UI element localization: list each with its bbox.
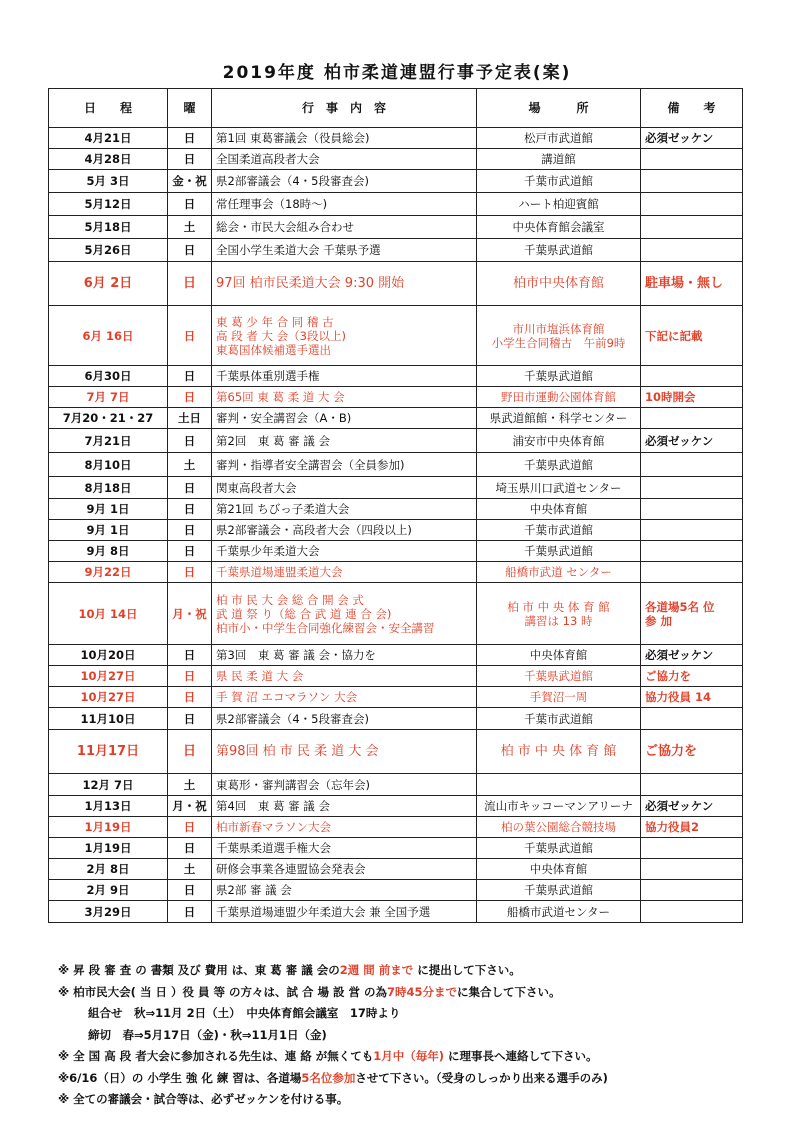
row-venue: 千葉県武道館 (477, 366, 641, 387)
row-day: 日 (168, 880, 212, 901)
row-day: 日 (168, 128, 212, 149)
table-row (49, 149, 743, 170)
row-event: 県 民 柔 道 大 会 (212, 666, 477, 687)
table-row (49, 796, 743, 817)
row-event: 第21回 ちびっ子柔道大会 (212, 499, 477, 520)
row-day: 土 (168, 774, 212, 796)
row-event: 審判・安全講習会（A・B) (212, 408, 477, 429)
row-date: 10月 14日 (49, 583, 168, 645)
row-note (641, 880, 743, 901)
row-note (641, 901, 743, 923)
row-event: 総会・市民大会組み合わせ (212, 216, 477, 239)
row-note (641, 562, 743, 583)
row-event: 千葉県柔道選手権大会 (212, 838, 477, 859)
row-venue: 千葉市武道館 (477, 520, 641, 541)
row-venue: 柏の葉公園総合競技場 (477, 817, 641, 838)
row-date: 5月26日 (49, 239, 168, 262)
header-date: 日 程 (49, 89, 168, 128)
row-venue: 千葉県武道館 (477, 239, 641, 262)
table-row (49, 645, 743, 666)
table-row (49, 901, 743, 923)
row-day: 日 (168, 239, 212, 262)
schedule-body (49, 128, 743, 923)
row-event: 千葉県体重別選手権 (212, 366, 477, 387)
row-event: 全国柔道高段者大会 (212, 149, 477, 170)
footnote-line: ※ 柏市民大会( 当 日 ）役 員 等 の方々は、試 合 場 設 営 の為7時45分までに集合して下さい。 (58, 984, 561, 999)
row-day: 日 (168, 666, 212, 687)
footnote-line: ※6/16（日）の 小学生 強 化 練 習は、各道場5名位参加させて下さい。（受身のしっかり出来る選手のみ) (58, 1070, 608, 1085)
row-venue: ハート柏迎賓館 (477, 193, 641, 216)
row-event: 第4回 東 葛 審 議 会 (212, 796, 477, 817)
row-date: 9月22日 (49, 562, 168, 583)
row-note: 必須ゼッケン (641, 128, 743, 149)
row-note (641, 708, 743, 730)
row-date: 10月27日 (49, 666, 168, 687)
table-row (49, 306, 743, 366)
row-venue: 講道館 (477, 149, 641, 170)
row-date: 11月17日 (49, 730, 168, 774)
row-event: 東葛形・審判講習会（忘年会) (212, 774, 477, 796)
row-event: 第2回 東 葛 審 議 会 (212, 429, 477, 453)
row-date: 3月29日 (49, 901, 168, 923)
row-event: 県2部審議会（4・5段審査会) (212, 170, 477, 193)
row-note (641, 193, 743, 216)
footnote-line: ※ 昇 段 審 査 の 書類 及び 費用 は、東 葛 審 議 会の2週 間 前まで に提出して下さい。 (58, 963, 521, 977)
row-event: 全国小学生柔道大会 千葉県予選 (212, 239, 477, 262)
row-note: 協力役員 14 (641, 687, 743, 708)
row-venue: 松戸市武道館 (477, 128, 641, 149)
row-event: 関東高段者大会 (212, 477, 477, 499)
row-venue: 中央体育館 (477, 859, 641, 880)
table-row (49, 216, 743, 239)
table-row (49, 408, 743, 429)
row-note (641, 499, 743, 520)
header-day: 曜 (168, 89, 212, 128)
row-date: 4月21日 (49, 128, 168, 149)
table-header-row (49, 89, 743, 128)
table-row (49, 541, 743, 562)
row-venue: 千葉県武道館 (477, 838, 641, 859)
row-venue: 柏 市 中 央 体 育 館 講習は 13 時 (477, 583, 641, 645)
row-note (641, 520, 743, 541)
row-note: 各道場5名 位 参 加 (641, 583, 743, 645)
row-day: 日 (168, 817, 212, 838)
row-note (641, 149, 743, 170)
row-venue: 市川市塩浜体育館 小学生合同稽古 午前9時 (477, 306, 641, 366)
row-day: 日 (168, 708, 212, 730)
row-date: 8月10日 (49, 453, 168, 477)
header-event: 行 事 内 容 (212, 89, 477, 128)
table-row (49, 583, 743, 645)
table-row (49, 730, 743, 774)
table-row (49, 366, 743, 387)
table-row (49, 687, 743, 708)
schedule-table (48, 88, 743, 923)
row-venue: 千葉県武道館 (477, 453, 641, 477)
table-row (49, 859, 743, 880)
row-note (641, 477, 743, 499)
row-event: 第98回 柏 市 民 柔 道 大 会 (212, 730, 477, 774)
row-note: ご協力を (641, 666, 743, 687)
row-day: 日 (168, 306, 212, 366)
row-event: 審判・指導者安全講習会（全員参加) (212, 453, 477, 477)
table-row (49, 477, 743, 499)
row-date: 1月19日 (49, 817, 168, 838)
row-venue: 船橋市武道センター (477, 901, 641, 923)
row-venue: 浦安市中央体育館 (477, 429, 641, 453)
row-note (641, 453, 743, 477)
row-event: 県2部審議会・高段者大会（四段以上) (212, 520, 477, 541)
row-venue: 手賀沼一周 (477, 687, 641, 708)
row-note: 必須ゼッケン (641, 429, 743, 453)
table-row (49, 499, 743, 520)
footnote-line: 締切 春⇒5月17日（金)・秋⇒11月1日（金) (88, 1027, 327, 1042)
row-note (641, 170, 743, 193)
row-event: 千葉県少年柔道大会 (212, 541, 477, 562)
row-venue: 中央体育館会議室 (477, 216, 641, 239)
row-note: 駐車場・無し (641, 262, 743, 306)
row-day: 日 (168, 645, 212, 666)
row-date: 8月18日 (49, 477, 168, 499)
row-venue: 柏 市 中 央 体 育 館 (477, 730, 641, 774)
row-note (641, 774, 743, 796)
row-venue: 県武道館館・科学センター (477, 408, 641, 429)
row-day: 日 (168, 387, 212, 408)
row-day: 日 (168, 687, 212, 708)
row-date: 6月 16日 (49, 306, 168, 366)
row-note (641, 408, 743, 429)
header-note: 備 考 (641, 89, 743, 128)
row-note: 下記に記載 (641, 306, 743, 366)
row-venue: 千葉市武道館 (477, 708, 641, 730)
row-date: 1月13日 (49, 796, 168, 817)
row-venue: 千葉県武道館 (477, 541, 641, 562)
row-date: 9月 1日 (49, 520, 168, 541)
row-date: 9月 8日 (49, 541, 168, 562)
row-day: 日 (168, 149, 212, 170)
row-date: 11月10日 (49, 708, 168, 730)
row-note (641, 216, 743, 239)
row-day: 月・祝 (168, 583, 212, 645)
row-venue: 千葉県武道館 (477, 666, 641, 687)
table-row (49, 387, 743, 408)
row-note (641, 838, 743, 859)
table-row (49, 262, 743, 306)
row-day: 日 (168, 477, 212, 499)
row-note (641, 541, 743, 562)
table-row (49, 880, 743, 901)
page-title: 2019年度 柏市柔道連盟行事予定表(案) (222, 63, 572, 83)
table-row (49, 520, 743, 541)
footnote-line: 組合せ 秋⇒11月 2日（土） 中央体育館会議室 17時より (88, 1006, 401, 1020)
row-date: 6月30日 (49, 366, 168, 387)
row-date: 5月18日 (49, 216, 168, 239)
table-row (49, 429, 743, 453)
row-day: 土 (168, 859, 212, 880)
row-date: 10月20日 (49, 645, 168, 666)
row-note: ご協力を (641, 730, 743, 774)
table-row (49, 193, 743, 216)
row-date: 5月12日 (49, 193, 168, 216)
row-venue: 船橋市武道 センター (477, 562, 641, 583)
row-note: 必須ゼッケン (641, 645, 743, 666)
row-venue (477, 774, 641, 796)
row-date: 2月 8日 (49, 859, 168, 880)
row-venue: 千葉市武道館 (477, 170, 641, 193)
footnotes (58, 960, 758, 1111)
row-date: 5月 3日 (49, 170, 168, 193)
row-note (641, 859, 743, 880)
row-date: 7月21日 (49, 429, 168, 453)
row-note: 必須ゼッケン (641, 796, 743, 817)
row-event: 第1回 東葛審議会（役員総会) (212, 128, 477, 149)
row-date: 12月 7日 (49, 774, 168, 796)
table-row (49, 817, 743, 838)
row-date: 7月20・21・27 (49, 408, 168, 429)
row-day: 日 (168, 562, 212, 583)
table-row (49, 128, 743, 149)
row-note: 10時開会 (641, 387, 743, 408)
row-note (641, 366, 743, 387)
row-date: 2月 9日 (49, 880, 168, 901)
row-event: 県2部 審 議 会 (212, 880, 477, 901)
row-day: 日 (168, 541, 212, 562)
row-venue: 流山市キッコーマンアリーナ (477, 796, 641, 817)
row-day: 日 (168, 838, 212, 859)
row-date: 4月28日 (49, 149, 168, 170)
table-row (49, 838, 743, 859)
row-venue: 千葉県武道館 (477, 880, 641, 901)
row-event: 千葉県道場連盟柔道大会 (212, 562, 477, 583)
row-event: 千葉県道場連盟少年柔道大会 兼 全国予選 (212, 901, 477, 923)
row-event: 97回 柏市民柔道大会 9:30 開始 (212, 262, 477, 306)
row-event: 第65回 東 葛 柔 道 大 会 (212, 387, 477, 408)
row-event: 常任理事会（18時～) (212, 193, 477, 216)
row-note (641, 239, 743, 262)
footnote-line: ※ 全 国 高 段 者大会に参加される先生は、連 絡 が無くても1月中（毎年) に理事長へ連絡して下さい。 (58, 1049, 598, 1063)
row-event: 研修会事業各連盟協会発表会 (212, 859, 477, 880)
row-event: 手 賀 沼 エコマラソン 大会 (212, 687, 477, 708)
row-event: 県2部審議会（4・5段審査会) (212, 708, 477, 730)
table-row (49, 562, 743, 583)
row-day: 日 (168, 901, 212, 923)
row-day: 日 (168, 730, 212, 774)
row-venue: 野田市運動公園体育館 (477, 387, 641, 408)
row-date: 10月27日 (49, 687, 168, 708)
row-day: 日 (168, 262, 212, 306)
row-event: 柏市新春マラソン大会 (212, 817, 477, 838)
row-day: 月・祝 (168, 796, 212, 817)
row-event: 柏 市 民 大 会 総 合 開 会 式 武 道 祭 り（総 合 武 道 連 合 会) 柏市小・中学生合同強化練習会・安全講習 (212, 583, 477, 645)
row-venue: 中央体育館 (477, 499, 641, 520)
row-date: 7月 7日 (49, 387, 168, 408)
row-venue: 埼玉県川口武道センター (477, 477, 641, 499)
table-row (49, 666, 743, 687)
row-day: 日 (168, 499, 212, 520)
header-venue: 場 所 (477, 89, 641, 128)
table-row (49, 239, 743, 262)
table-row (49, 453, 743, 477)
row-day: 土 (168, 216, 212, 239)
table-row (49, 708, 743, 730)
row-day: 土 (168, 453, 212, 477)
row-day: 日 (168, 366, 212, 387)
row-day: 日 (168, 193, 212, 216)
row-day: 日 (168, 520, 212, 541)
footnote-line: ※ 全ての審議会・試合等は、必ずゼッケンを付ける事。 (58, 1092, 349, 1106)
table-row (49, 170, 743, 193)
row-venue: 中央体育館 (477, 645, 641, 666)
row-event: 東 葛 少 年 合 同 稽 古 高 段 者 大 会（3段以上) 東葛国体候補選手選出 (212, 306, 477, 366)
row-date: 9月 1日 (49, 499, 168, 520)
row-date: 1月19日 (49, 838, 168, 859)
row-venue: 柏市中央体育館 (477, 262, 641, 306)
row-date: 6月 2日 (49, 262, 168, 306)
table-row (49, 774, 743, 796)
row-event: 第3回 東 葛 審 議 会・協力を (212, 645, 477, 666)
row-note: 協力役員2 (641, 817, 743, 838)
row-day: 金・祝 (168, 170, 212, 193)
row-day: 土日 (168, 408, 212, 429)
row-day: 日 (168, 429, 212, 453)
